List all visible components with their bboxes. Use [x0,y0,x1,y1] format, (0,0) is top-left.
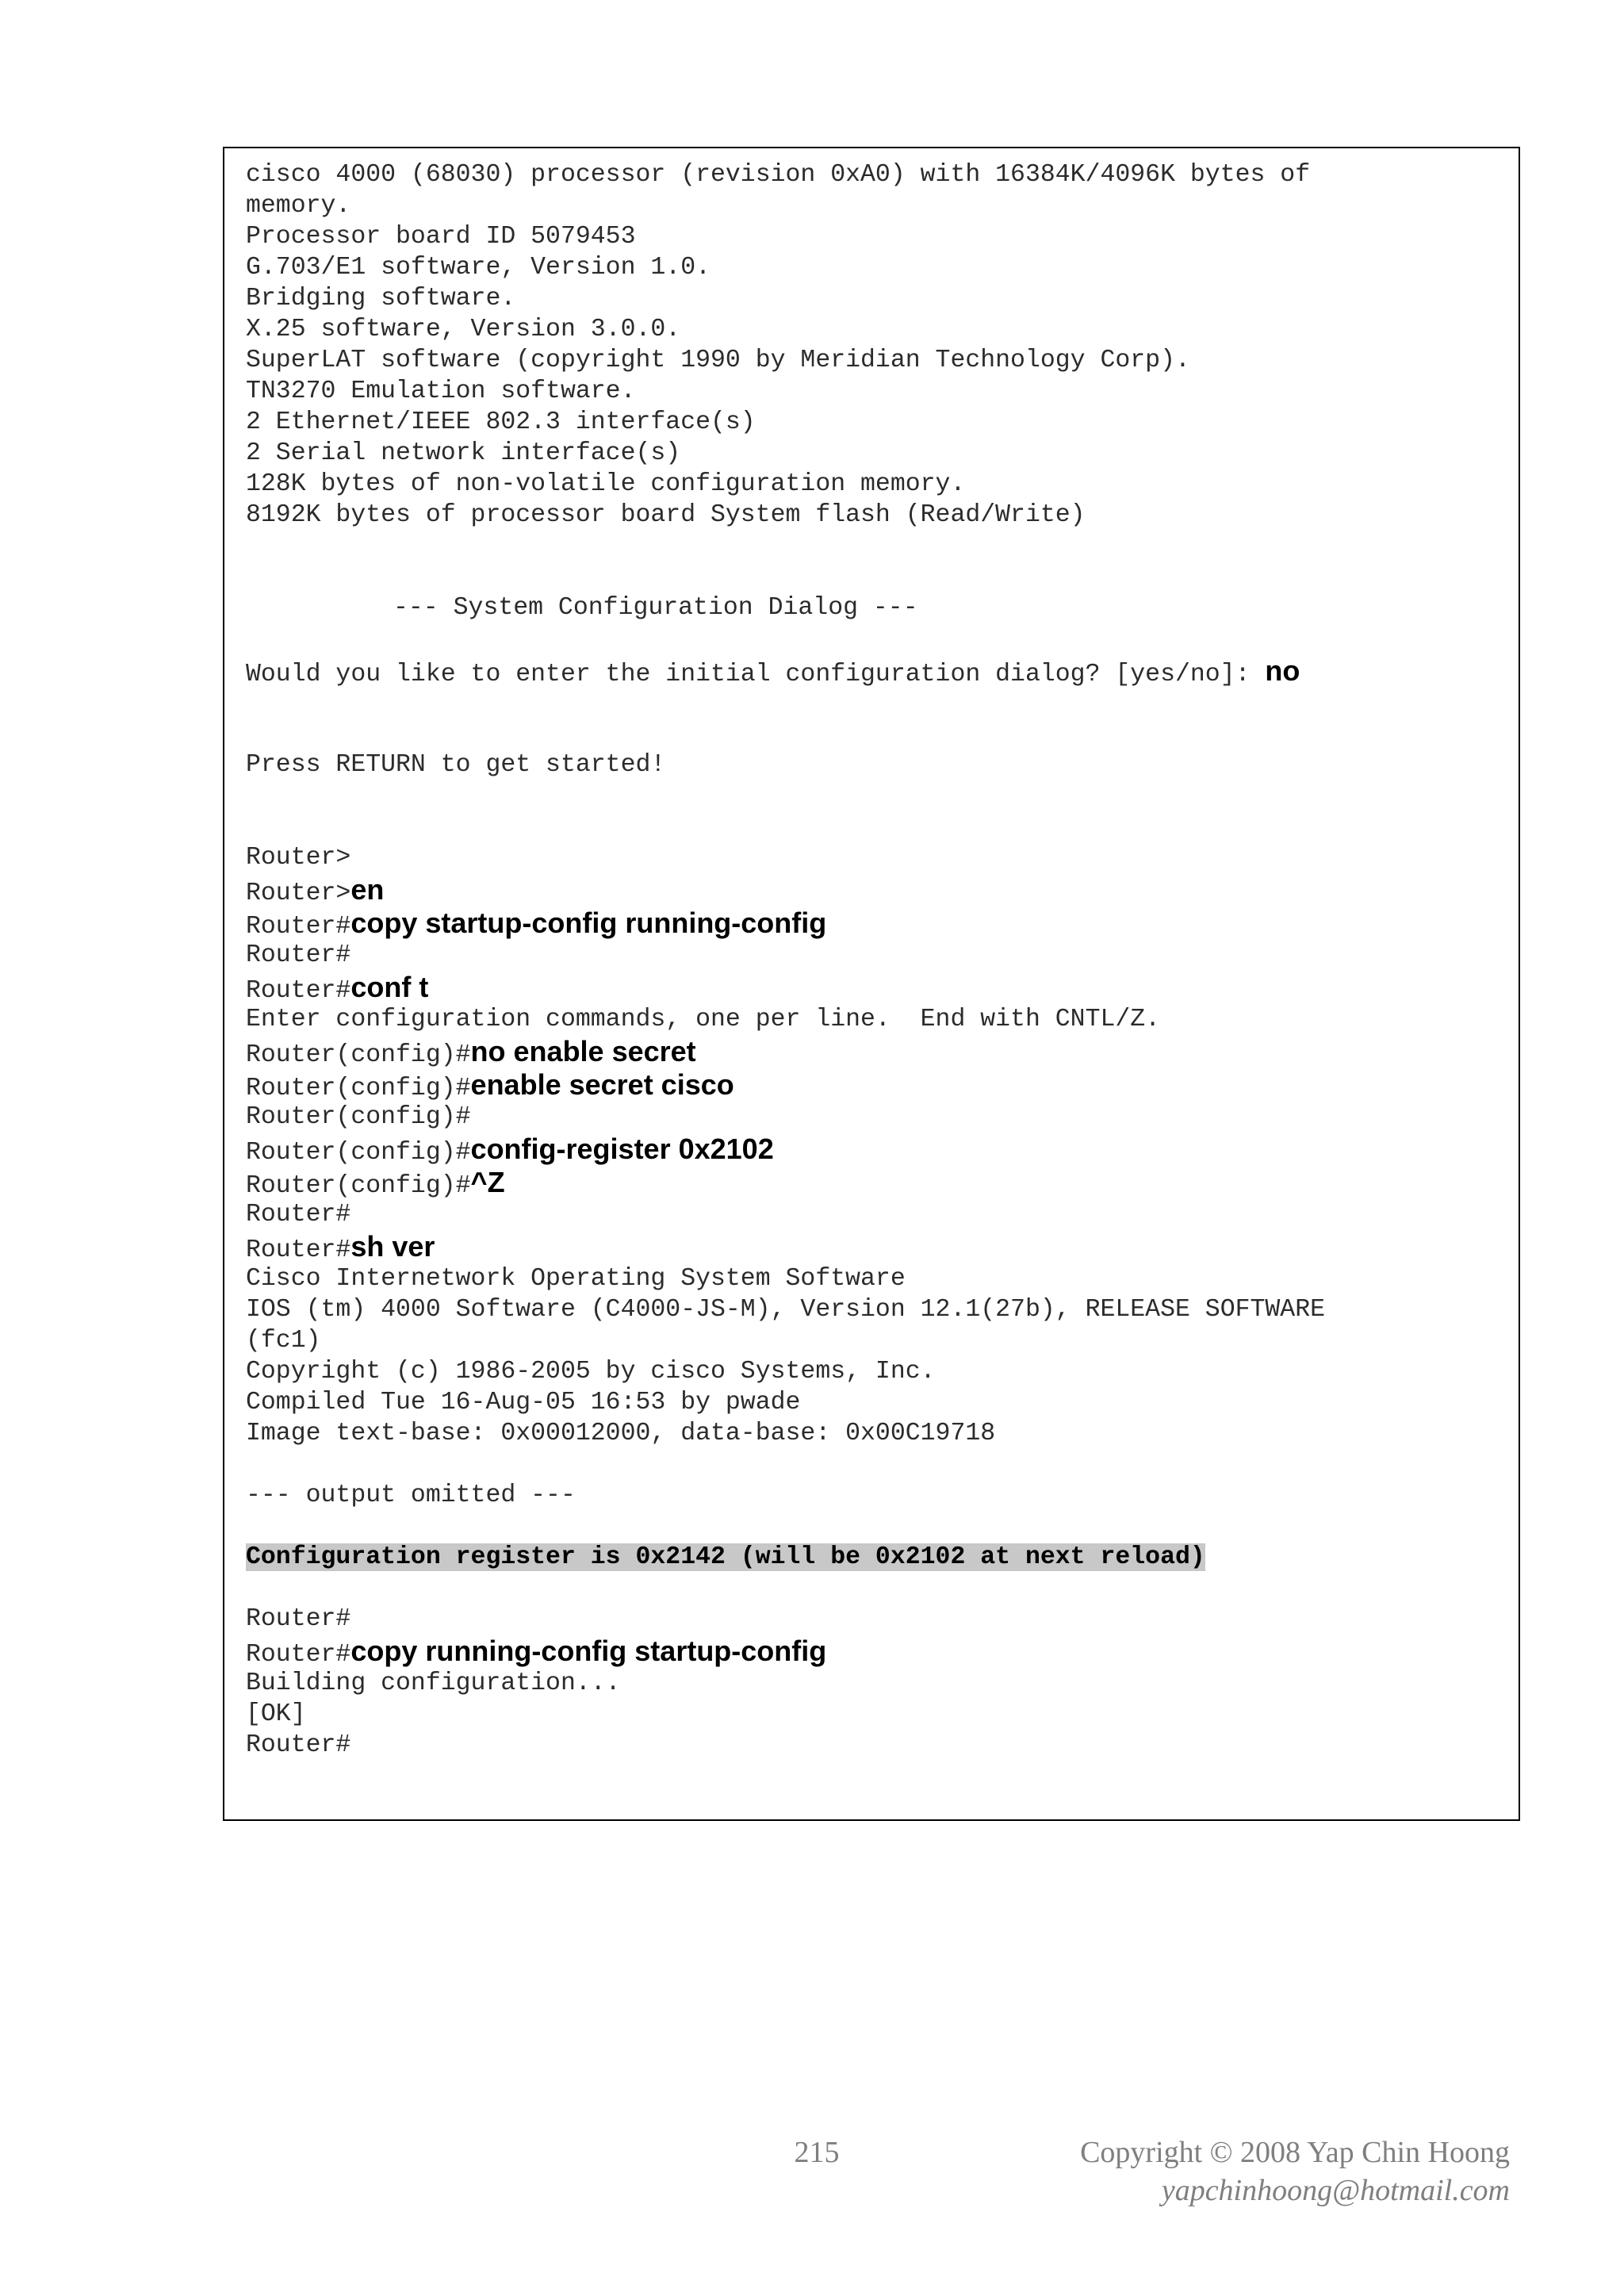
command-line [246,1635,1507,1668]
console-text: 128K bytes of non-volatile configuration memory. [246,470,966,498]
typed-command: no enable secret [470,1035,696,1068]
output-line [246,221,1507,252]
console-text: Router> [246,844,351,872]
console-text: 2 Ethernet/IEEE 802.3 interface(s) [246,408,756,436]
console-text: Would you like to enter the initial configuration dialog? [yes/no]: [246,661,1266,688]
output-line [246,500,1507,531]
console-text: Image text-base: 0x00012000, data-base: 0x00C19718 [246,1420,996,1447]
output-line [246,252,1507,283]
console-text: Router# [246,977,351,1005]
console-text: --- output omitted --- [246,1481,576,1509]
console-text: Router# [246,1731,351,1759]
console-text: X.25 software, Version 3.0.0. [246,316,681,343]
console-text: (fc1) [246,1327,321,1355]
typed-command: copy startup-config running-config [350,907,827,939]
console-text: Bridging software. [246,285,516,312]
output-line [246,1699,1507,1730]
console-text: memory. [246,192,351,220]
console-text: Router(config)# [246,1041,471,1069]
console-text: 2 Serial network interface(s) [246,439,681,467]
output-line [246,376,1507,407]
console-text: Router# [246,913,351,941]
highlighted-line [246,1542,1507,1573]
output-line [246,1199,1507,1230]
console-text: 8192K bytes of processor board System flash (Read/Write) [246,501,1086,529]
console-text: [OK] [246,1700,306,1728]
output-line [246,438,1507,469]
console-text: Router(config)# [246,1075,471,1102]
console-text: TN3270 Emulation software. [246,378,636,405]
output-line [246,1004,1507,1035]
console-text: Processor board ID 5079453 [246,223,636,251]
output-line [246,1730,1507,1761]
output-line [246,1418,1507,1449]
blank-line [246,1573,1507,1604]
console-text: Press RETURN to get started! [246,751,666,779]
output-line [246,1387,1507,1418]
command-line [246,1230,1507,1263]
console-text: IOS (tm) 4000 Software (C4000-JS-M), Version 12.1(27b), RELEASE SOFTWARE [246,1296,1326,1324]
author-email: yapchinhoong@hotmail.com [1161,2174,1510,2207]
blank-line [246,623,1507,654]
output-line [246,1668,1507,1699]
output-line [246,314,1507,345]
console-text: Router(config)# [246,1172,471,1200]
blank-line [246,1449,1507,1480]
typed-command: ^Z [470,1166,505,1198]
output-line [246,1102,1507,1133]
console-text: cisco 4000 (68030) processor (revision 0xA0) with 16384K/4096K bytes of [246,161,1311,189]
command-line [246,1133,1507,1166]
command-line [246,654,1507,688]
command-line [246,971,1507,1004]
output-line [246,1356,1507,1387]
blank-line [246,1511,1507,1542]
output-line [246,592,1507,623]
console-text: Router> [246,880,351,907]
console-text: Router# [246,1236,351,1264]
typed-command: no [1265,654,1300,687]
command-line [246,1035,1507,1068]
console-transcript [246,159,1507,1761]
copyright-notice: Copyright © 2008 Yap Chin Hoong [1080,2136,1510,2169]
output-line [246,749,1507,780]
console-text: Building configuration... [246,1669,621,1697]
command-line [246,1068,1507,1102]
console-text: Router(config)# [246,1139,471,1167]
output-line [246,190,1507,221]
output-line [246,1325,1507,1356]
console-text: Enter configuration commands, one per line. End with CNTL/Z. [246,1006,1161,1033]
output-line [246,345,1507,376]
command-line [246,873,1507,907]
output-line [246,1604,1507,1635]
typed-command: config-register 0x2102 [470,1133,774,1165]
console-text: Router# [246,1201,351,1228]
blank-line [246,531,1507,562]
blank-line [246,780,1507,811]
output-line [246,407,1507,438]
output-line [246,283,1507,314]
blank-line [246,562,1507,592]
typed-command: enable secret cisco [470,1068,734,1101]
console-text: Router# [246,941,351,969]
console-text: Compiled Tue 16-Aug-05 16:53 by pwade [246,1389,801,1416]
blank-line [246,719,1507,749]
page-number: 215 [794,2136,840,2169]
typed-command: sh ver [350,1230,435,1263]
console-text: SuperLAT software (copyright 1990 by Meridian Technology Corp). [246,347,1190,374]
console-text: Router(config)# [246,1103,471,1131]
blank-line [246,688,1507,719]
typed-command: conf t [350,971,429,1003]
typed-command: en [350,873,385,906]
console-text: G.703/E1 software, Version 1.0. [246,254,710,282]
typed-command: copy running-config startup-config [350,1635,827,1667]
console-text: Router# [246,1605,351,1633]
console-text: Cisco Internetwork Operating System Software [246,1265,906,1293]
console-output-box [223,147,1520,1821]
output-line [246,1480,1507,1511]
output-line [246,842,1507,873]
config-register-highlight: Configuration register is 0x2142 (will be 0x2102 at next reload) [246,1543,1205,1571]
command-line [246,907,1507,940]
console-text: Router# [246,1641,351,1669]
output-line [246,159,1507,190]
output-line [246,1263,1507,1294]
output-line [246,1294,1507,1325]
output-line [246,469,1507,500]
console-text: --- System Configuration Dialog --- [393,594,918,622]
console-text: Copyright (c) 1986-2005 by cisco Systems, Inc. [246,1358,936,1386]
command-line [246,1166,1507,1199]
blank-line [246,811,1507,842]
output-line [246,940,1507,971]
